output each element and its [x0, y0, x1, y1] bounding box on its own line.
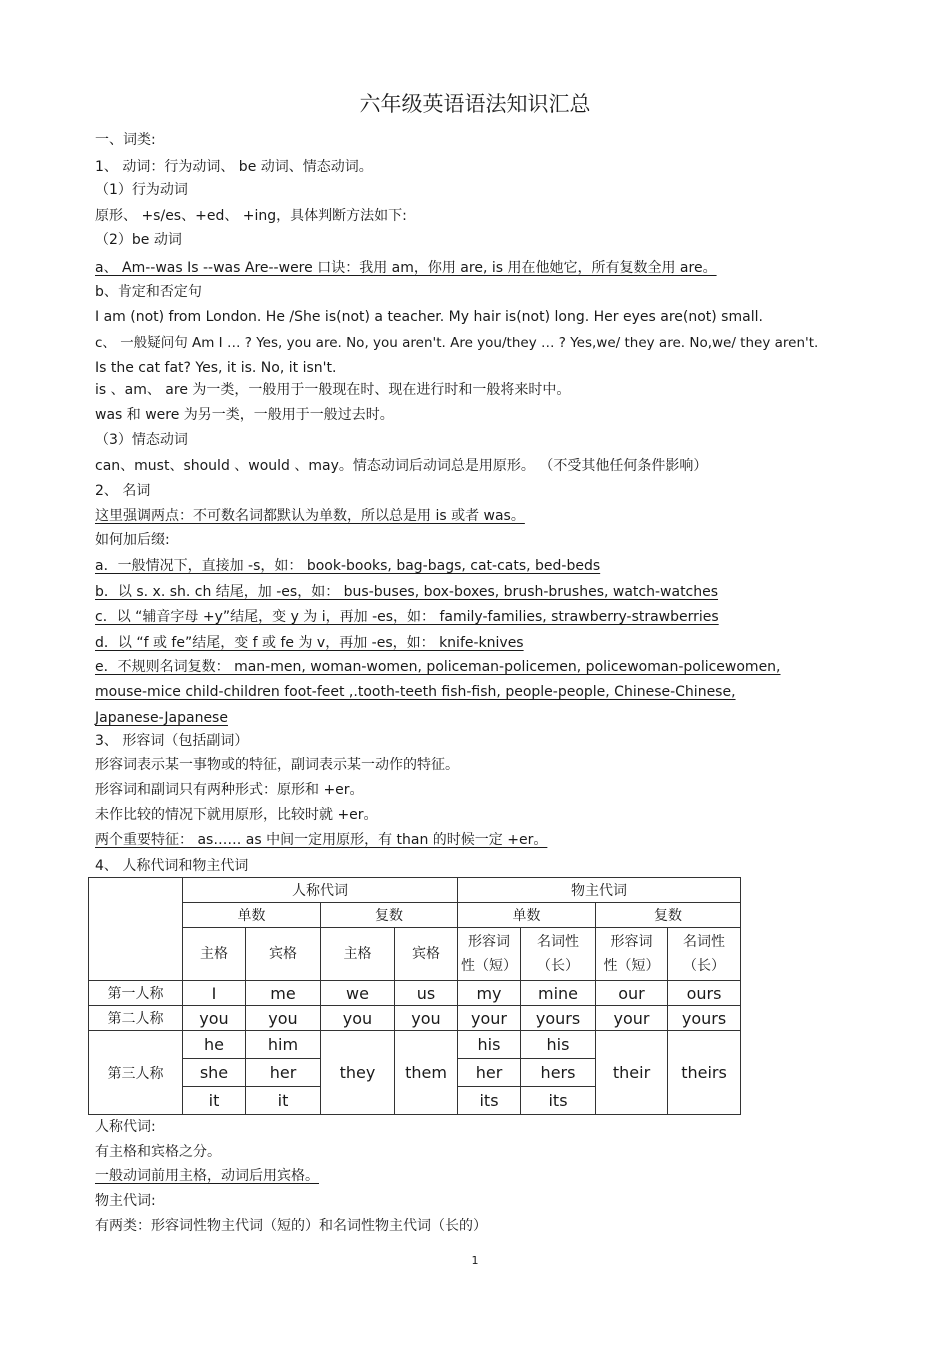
header-adjective-possessive: 形容词 性（短） — [596, 928, 668, 981]
text-line: 人称代词: — [95, 1119, 156, 1135]
pronoun-table — [88, 877, 741, 1115]
text-line: （3）情态动词 — [95, 432, 188, 448]
table-cell: you — [183, 1006, 246, 1031]
text-line: 一、词类: — [95, 132, 156, 148]
text-line: 物主代词: — [95, 1193, 156, 1209]
page-number: 1 — [471, 1254, 479, 1267]
text-line: a、 Am--was Is --was Are--were 口诀：我用 am，你用 are, is 用在他她它，所有复数全用 are。 — [95, 260, 717, 276]
table-cell: me — [246, 981, 321, 1006]
table-row — [89, 981, 741, 1006]
text-line: 原形、 +s/es、+ed、 +ing，具体判断方法如下: — [95, 208, 407, 224]
header-noun-possessive: 名词性 （长） — [668, 928, 741, 981]
text-line: 未作比较的情况下就用原形，比较时就 +er。 — [95, 807, 378, 823]
header-subject: 主格 — [321, 928, 395, 981]
text-line: 有两类：形容词性物主代词（短的）和名词性物主代词（长的） — [95, 1218, 487, 1234]
text-line: 2、 名词 — [95, 483, 151, 499]
table-cell: you — [246, 1006, 321, 1031]
row-label: 第一人称 — [89, 981, 183, 1006]
table-cell: I — [183, 981, 246, 1006]
text-line: 两个重要特征： as…… as 中间一定用原形，有 than 的时候一定 +er。 — [95, 832, 548, 848]
table-cell: mine — [521, 981, 596, 1006]
table-cell: our — [596, 981, 668, 1006]
text-line: was 和 were 为另一类，一般用于一般过去时。 — [95, 407, 394, 423]
header-singular: 单数 — [183, 903, 321, 928]
table-cell: they — [321, 1031, 395, 1115]
table-cell: theirs — [668, 1031, 741, 1115]
text-line: 形容词表示某一事物或的特征，副词表示某一动作的特征。 — [95, 757, 459, 773]
header-plural: 复数 — [596, 903, 741, 928]
text-line: I am (not) from London. He /She is(not) a teacher. My hair is(not) long. Her eyes are(not) small. — [95, 309, 763, 325]
header-possessive-pronoun: 物主代词 — [458, 878, 741, 903]
table-cell: his her its — [458, 1031, 521, 1115]
text-line: 这里强调两点：不可数名词都默认为单数，所以总是用 is 或者 was。 — [95, 508, 525, 524]
table-cell: your — [458, 1006, 521, 1031]
text-line: is 、am、 are 为一类，一般用于一般现在时、现在进行时和一般将来时中。 — [95, 382, 571, 398]
row-label: 第三人称 — [89, 1031, 183, 1115]
page-title: 六年级英语语法知识汇总 — [359, 92, 591, 116]
text-line: 形容词和副词只有两种形式：原形和 +er。 — [95, 782, 364, 798]
table-corner-cell — [89, 878, 183, 981]
text-line: b、肯定和否定句 — [95, 284, 202, 300]
header-object: 宾格 — [246, 928, 321, 981]
header-plural: 复数 — [321, 903, 458, 928]
table-cell: your — [596, 1006, 668, 1031]
text-line: 一般动词前用主格，动词后用宾格。 — [95, 1168, 319, 1184]
table-cell: ours — [668, 981, 741, 1006]
table-cell: us — [395, 981, 458, 1006]
table-cell: yours — [668, 1006, 741, 1031]
table-row — [89, 1031, 741, 1115]
text-line: can、must、should 、would 、may。情态动词后动词总是用原形。 （不受其他任何条件影响） — [95, 458, 708, 474]
text-line: c．以 “辅音字母 +y”结尾，变 y 为 i，再加 -es，如： family-families, strawberry-strawberries — [95, 609, 719, 625]
text-line: d．以 “f 或 fe”结尾，变 f 或 fe 为 v，再加 -es，如： knife-knives — [95, 635, 524, 651]
header-personal-pronoun: 人称代词 — [183, 878, 458, 903]
text-line: （2）be 动词 — [95, 232, 182, 248]
text-line: （1）行为动词 — [95, 182, 188, 198]
header-adjective-possessive: 形容词 性（短） — [458, 928, 521, 981]
header-object: 宾格 — [395, 928, 458, 981]
text-line: Japanese-Japanese — [95, 710, 228, 726]
text-line: b．以 s. x. sh. ch 结尾，加 -es，如： bus-buses, box-boxes, brush-brushes, watch-watches — [95, 584, 719, 600]
table-cell: you — [395, 1006, 458, 1031]
text-line: 如何加后缀: — [95, 532, 170, 548]
table-cell: them — [395, 1031, 458, 1115]
table-cell: he she it — [183, 1031, 246, 1115]
table-cell: him her it — [246, 1031, 321, 1115]
header-singular: 单数 — [458, 903, 596, 928]
table-row — [89, 1006, 741, 1031]
table-cell: my — [458, 981, 521, 1006]
text-line: 1、 动词：行为动词、 be 动词、情态动词。 — [95, 159, 373, 175]
table-cell: you — [321, 1006, 395, 1031]
header-noun-possessive: 名词性 （长） — [521, 928, 596, 981]
text-line: 3、 形容词（包括副词） — [95, 733, 249, 749]
text-line: mouse-mice child-children foot-feet ,.tooth-teeth fish-fish, people-people, Chinese-Chinese, — [95, 684, 736, 700]
row-label: 第二人称 — [89, 1006, 183, 1031]
text-line: a．一般情况下，直接加 -s，如： book-books, bag-bags, cat-cats, bed-beds — [95, 558, 601, 574]
table-cell: we — [321, 981, 395, 1006]
text-line: 4、 人称代词和物主代词 — [95, 858, 249, 874]
text-line: 有主格和宾格之分。 — [95, 1144, 221, 1160]
text-line: e．不规则名词复数： man-men, woman-women, policeman-policemen, policewoman-policewomen, — [95, 659, 781, 675]
text-line: Is the cat fat? Yes, it is. No, it isn't. — [95, 360, 337, 376]
table-cell: yours — [521, 1006, 596, 1031]
text-line: c、 一般疑问句 Am I … ? Yes, you are. No, you aren't. Are you/they … ? Yes,we/ they are. No,we/ they aren't. — [95, 335, 819, 351]
table-cell: their — [596, 1031, 668, 1115]
header-subject: 主格 — [183, 928, 246, 981]
table-cell: his hers its — [521, 1031, 596, 1115]
